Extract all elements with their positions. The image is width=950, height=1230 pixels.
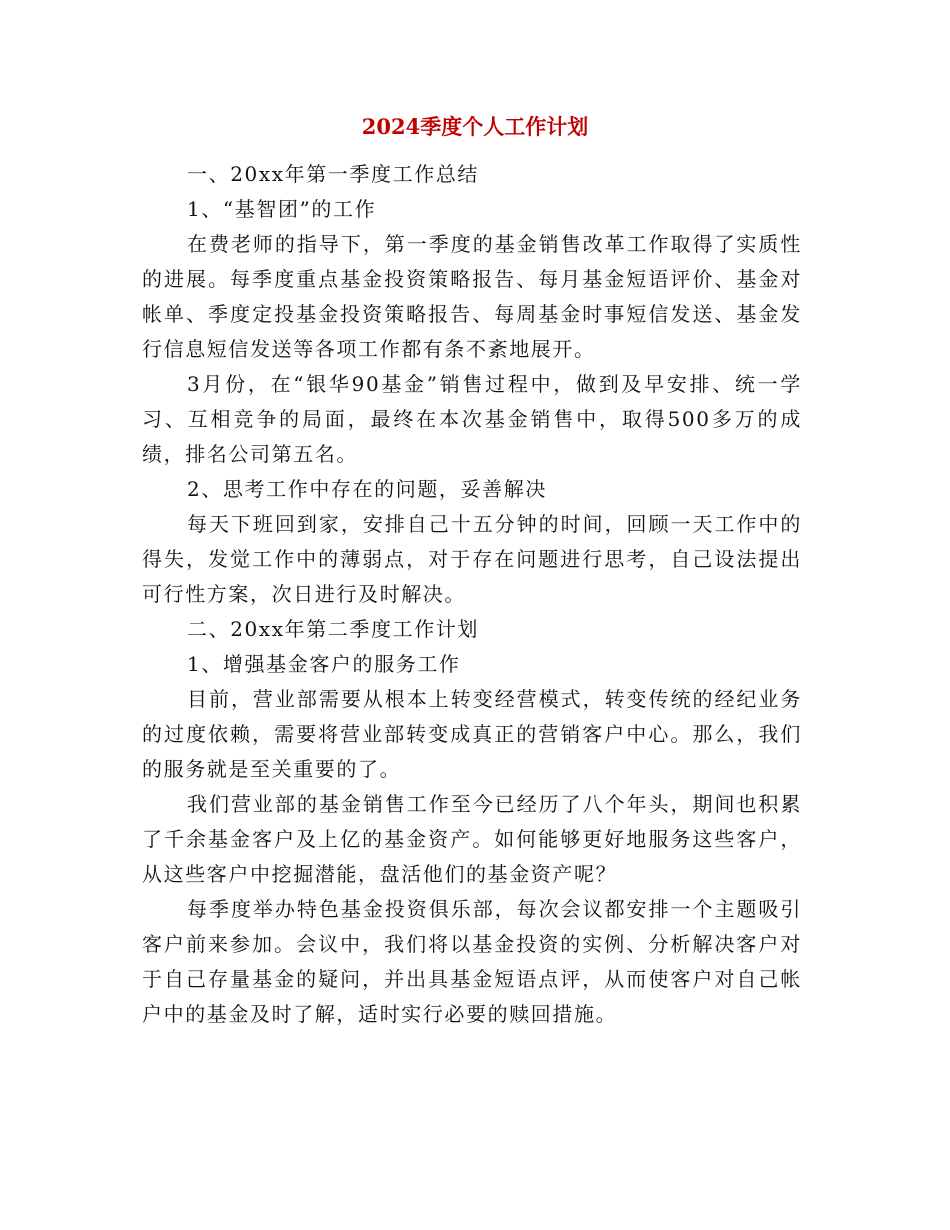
paragraph-business-model: 目前，营业部需要从根本上转变经营模式，转变传统的经纪业务的过度依赖，需要将营业部转变成真正的营销客户中心。那么，我们的服务就是至关重要的了。: [142, 687, 802, 781]
subheading-client-service: 1、增强基金客户的服务工作: [187, 652, 461, 676]
paragraph-daily-review: 每天下班回到家，安排自己十五分钟的时间，回顾一天工作中的得失，发觉工作中的薄弱点，对于存在问题进行思考，自己设法提出可行性方案，次日进行及时解决。: [142, 512, 802, 606]
subheading-jizhituan: 1、“基智团”的工作: [187, 197, 377, 221]
subheading-problem-thinking: 2、思考工作中存在的问题，妥善解决: [187, 477, 547, 501]
document-body: [142, 157, 802, 1032]
paragraph-march-sales: 3月份，在“银华90基金”销售过程中，做到及早安排、统一学习、互相竞争的局面，最终在本次基金销售中，取得500多万的成绩，排名公司第五名。: [142, 372, 802, 466]
paragraph-investment-club: 每季度举办特色基金投资俱乐部，每次会议都安排一个主题吸引客户前来参加。会议中，我们将以基金投资的实例、分析解决客户对于自己存量基金的疑问，并出具基金短语点评，从而使客户对自己帐户中的基金及时了解，适时实行必要的赎回措施。: [142, 897, 802, 1026]
paragraph-eight-years: 我们营业部的基金销售工作至今已经历了八个年头，期间也积累了千余基金客户及上亿的基金资产。如何能够更好地服务这些客户，从这些客户中挖掘潜能，盘活他们的基金资产呢？: [142, 792, 802, 886]
section-heading-q1-summary: 一、20xx年第一季度工作总结: [187, 162, 480, 186]
document-title: 2024季度个人工作计划: [361, 114, 589, 139]
section-heading-q2-plan: 二、20xx年第二季度工作计划: [187, 617, 480, 641]
paragraph-fund-reform: 在费老师的指导下，第一季度的基金销售改革工作取得了实质性的进展。每季度重点基金投资策略报告、每月基金短语评价、基金对帐单、季度定投基金投资策略报告、每周基金时事短信发送、基金发行信息短信发送等各项工作都有条不紊地展开。: [142, 232, 802, 361]
